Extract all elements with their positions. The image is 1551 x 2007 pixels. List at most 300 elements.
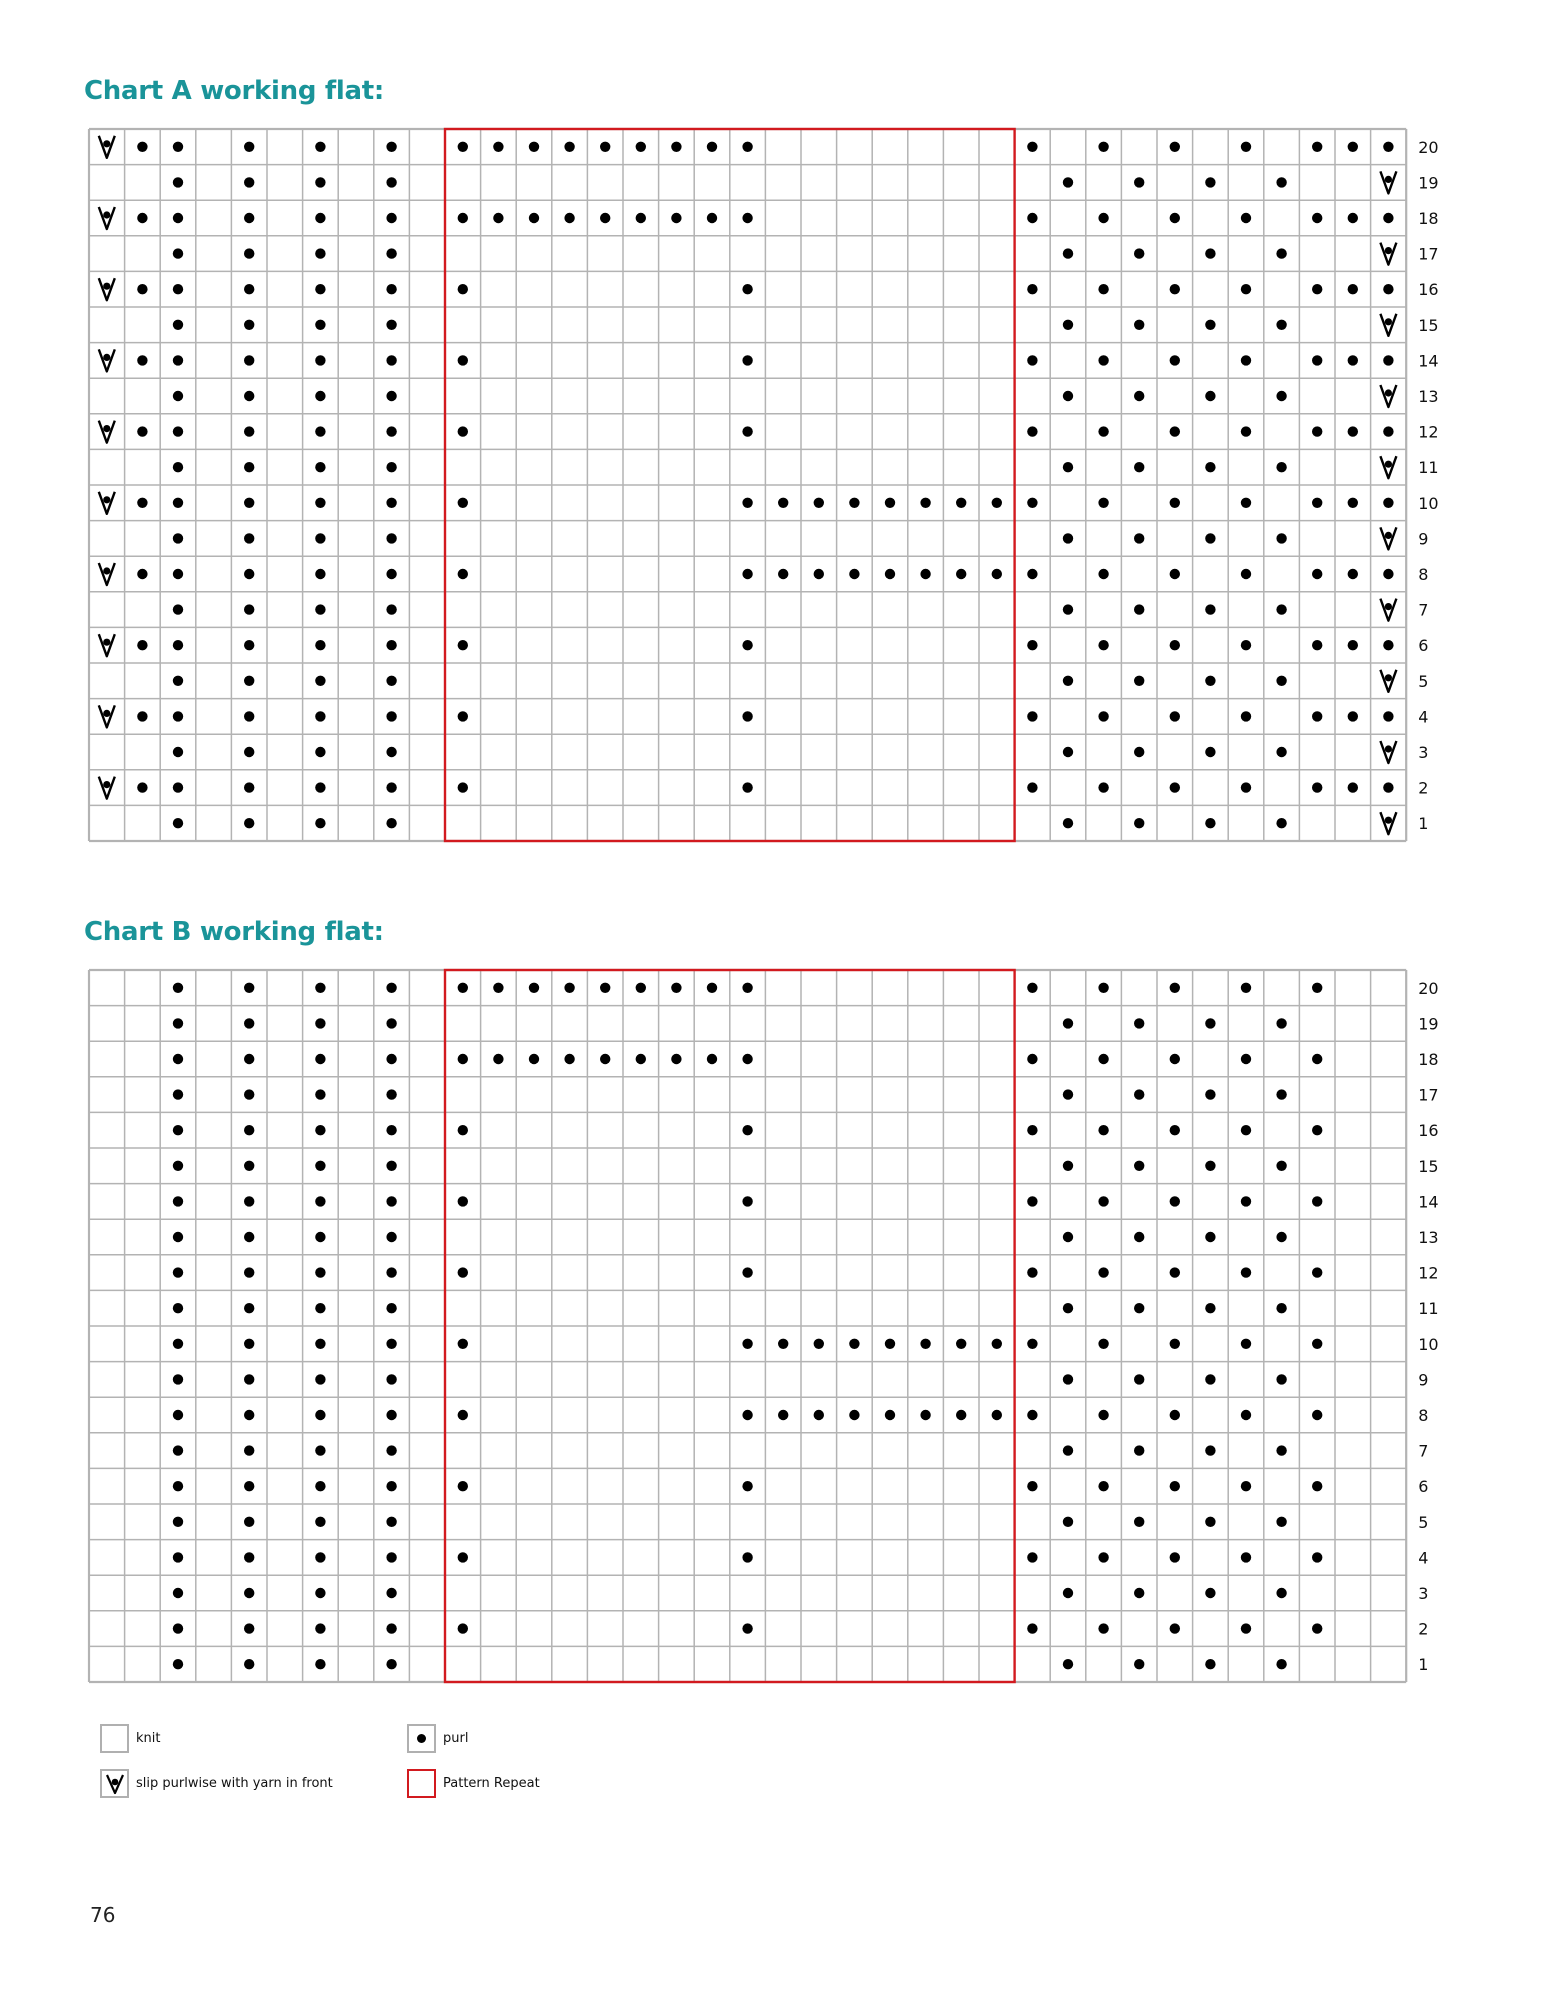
purl-stitch: [849, 1410, 859, 1420]
purl-stitch: [1098, 711, 1108, 721]
purl-stitch: [315, 1054, 325, 1064]
purl-stitch: [1098, 1410, 1108, 1420]
purl-stitch: [493, 142, 503, 152]
purl-stitch: [1170, 1481, 1180, 1491]
purl-stitch: [137, 782, 147, 792]
purl-stitch: [137, 426, 147, 436]
purl-stitch: [458, 1552, 468, 1562]
purl-stitch: [244, 1267, 254, 1277]
row-number: 2: [1418, 778, 1429, 798]
purl-stitch: [1241, 1339, 1251, 1349]
purl-stitch: [244, 391, 254, 401]
purl-stitch: [1134, 1018, 1144, 1028]
purl-stitch: [1170, 1196, 1180, 1206]
purl-stitch: [244, 1339, 254, 1349]
purl-stitch: [742, 1196, 752, 1206]
purl-stitch: [244, 782, 254, 792]
purl-stitch: [493, 213, 503, 223]
purl-stitch: [244, 1232, 254, 1242]
slip-stitch: [1380, 385, 1396, 407]
purl-stitch: [742, 569, 752, 579]
purl-stitch: [1027, 1552, 1037, 1562]
purl-stitch: [814, 1339, 824, 1349]
purl-stitch: [1383, 640, 1393, 650]
purl-stitch: [173, 1054, 183, 1064]
row-number: 9: [1418, 529, 1429, 549]
purl-stitch: [315, 782, 325, 792]
purl-stitch: [885, 1339, 895, 1349]
purl-stitch: [315, 426, 325, 436]
purl-stitch: [1205, 747, 1215, 757]
legend-knit-label: knit: [136, 1731, 161, 1746]
purl-stitch: [1312, 782, 1322, 792]
purl-stitch: [1276, 391, 1286, 401]
slip-stitch: [99, 563, 115, 585]
purl-stitch: [564, 1054, 574, 1064]
purl-stitch: [386, 498, 396, 508]
purl-stitch: [1276, 462, 1286, 472]
purl-stitch: [529, 213, 539, 223]
purl-stitch: [1098, 355, 1108, 365]
purl-stitch: [1312, 426, 1322, 436]
purl-stitch: [1205, 1588, 1215, 1598]
purl-stitch: [315, 818, 325, 828]
purl-stitch: [386, 213, 396, 223]
row-number: 19: [1418, 173, 1439, 193]
purl-stitch: [244, 1410, 254, 1420]
purl-stitch: [315, 1339, 325, 1349]
purl-stitch: [742, 355, 752, 365]
purl-stitch: [1027, 426, 1037, 436]
purl-stitch: [1276, 604, 1286, 614]
purl-stitch: [173, 1588, 183, 1598]
purl-stitch: [1205, 533, 1215, 543]
slip-stitch: [1380, 243, 1396, 265]
row-number: 20: [1418, 978, 1439, 998]
purl-stitch: [1063, 1445, 1073, 1455]
legend-repeat-label: Pattern Repeat: [443, 1776, 540, 1791]
purl-stitch: [173, 711, 183, 721]
purl-stitch: [1134, 1517, 1144, 1527]
row-number: 18: [1418, 209, 1439, 228]
purl-stitch: [1027, 1196, 1037, 1206]
purl-stitch: [244, 1089, 254, 1099]
legend-slip: [100, 1769, 333, 1798]
purl-stitch: [244, 640, 254, 650]
purl-stitch: [173, 426, 183, 436]
purl-stitch: [707, 213, 717, 223]
purl-stitch: [315, 1018, 325, 1028]
slip-symbol-icon: [100, 1769, 129, 1798]
purl-stitch: [1205, 1374, 1215, 1384]
purl-stitch: [173, 355, 183, 365]
row-number: 6: [1418, 1477, 1429, 1497]
purl-stitch: [1063, 1089, 1073, 1099]
purl-stitch: [1383, 284, 1393, 294]
purl-stitch: [1276, 1232, 1286, 1242]
purl-stitch: [1170, 711, 1180, 721]
purl-stitch: [1063, 1018, 1073, 1028]
purl-stitch: [1205, 1659, 1215, 1669]
purl-stitch: [1205, 1303, 1215, 1313]
purl-stitch: [1205, 676, 1215, 686]
purl-stitch: [315, 462, 325, 472]
purl-stitch: [1312, 711, 1322, 721]
purl-stitch: [1312, 355, 1322, 365]
row-number: 5: [1418, 671, 1429, 691]
slip-stitch: [1380, 314, 1396, 336]
purl-stitch: [1241, 983, 1251, 993]
purl-stitch: [1312, 1267, 1322, 1277]
purl-stitch: [315, 711, 325, 721]
purl-stitch: [1205, 462, 1215, 472]
purl-stitch: [1205, 391, 1215, 401]
purl-stitch: [1170, 983, 1180, 993]
slip-stitch: [1380, 171, 1396, 193]
purl-stitch: [458, 1054, 468, 1064]
purl-stitch: [1383, 355, 1393, 365]
purl-stitch: [315, 1659, 325, 1669]
purl-stitch: [386, 1445, 396, 1455]
purl-stitch: [636, 1054, 646, 1064]
purl-stitch: [173, 1445, 183, 1455]
purl-stitch: [315, 284, 325, 294]
purl-stitch: [1170, 1552, 1180, 1562]
purl-stitch: [458, 1125, 468, 1135]
purl-stitch: [1276, 1659, 1286, 1669]
slip-stitch: [99, 207, 115, 229]
purl-stitch: [315, 248, 325, 258]
purl-stitch: [244, 1018, 254, 1028]
row-number: 12: [1418, 422, 1439, 442]
purl-stitch: [1276, 1303, 1286, 1313]
purl-stitch: [1241, 426, 1251, 436]
purl-stitch: [458, 1481, 468, 1491]
purl-stitch: [173, 640, 183, 650]
purl-stitch: [386, 1517, 396, 1527]
purl-stitch: [173, 569, 183, 579]
purl-stitch: [386, 1552, 396, 1562]
purl-stitch: [386, 1125, 396, 1135]
purl-stitch: [244, 177, 254, 187]
purl-stitch: [1205, 1517, 1215, 1527]
purl-stitch: [1383, 142, 1393, 152]
purl-stitch: [315, 1125, 325, 1135]
purl-stitch: [315, 142, 325, 152]
purl-stitch: [992, 1410, 1002, 1420]
purl-stitch: [1241, 1125, 1251, 1135]
purl-stitch: [1134, 1161, 1144, 1171]
purl-stitch: [1312, 1623, 1322, 1633]
purl-stitch: [529, 142, 539, 152]
row-number: 19: [1418, 1014, 1439, 1034]
slip-stitch: [99, 777, 115, 799]
purl-stitch: [244, 818, 254, 828]
purl-stitch: [1134, 1659, 1144, 1669]
purl-stitch: [315, 1267, 325, 1277]
purl-stitch: [1348, 426, 1358, 436]
purl-stitch: [244, 569, 254, 579]
purl-stitch: [1205, 1445, 1215, 1455]
purl-stitch: [1241, 1196, 1251, 1206]
purl-stitch: [244, 533, 254, 543]
purl-stitch: [458, 782, 468, 792]
purl-stitch: [1098, 142, 1108, 152]
purl-stitch: [778, 569, 788, 579]
purl-stitch: [244, 1623, 254, 1633]
purl-stitch: [742, 1125, 752, 1135]
purl-stitch: [1170, 142, 1180, 152]
legend-purl-label: purl: [443, 1731, 469, 1746]
purl-stitch: [1063, 1374, 1073, 1384]
purl-stitch: [1205, 1232, 1215, 1242]
purl-stitch: [137, 711, 147, 721]
purl-stitch: [173, 747, 183, 757]
purl-stitch: [1134, 391, 1144, 401]
purl-stitch: [1027, 1481, 1037, 1491]
purl-stitch: [742, 640, 752, 650]
purl-stitch: [173, 1410, 183, 1420]
purl-stitch: [1312, 1552, 1322, 1562]
purl-stitch: [1063, 391, 1073, 401]
purl-stitch: [1170, 1339, 1180, 1349]
purl-stitch: [386, 782, 396, 792]
purl-stitch: [315, 391, 325, 401]
slip-stitch: [1380, 670, 1396, 692]
row-number: 11: [1418, 458, 1439, 478]
purl-stitch: [1205, 177, 1215, 187]
purl-stitch: [493, 1054, 503, 1064]
purl-stitch: [849, 498, 859, 508]
purl-stitch: [1098, 1125, 1108, 1135]
purl-stitch: [742, 711, 752, 721]
purl-stitch: [1063, 320, 1073, 330]
row-number: 20: [1418, 137, 1439, 157]
purl-stitch: [1134, 1232, 1144, 1242]
purl-stitch: [1276, 533, 1286, 543]
slip-stitch: [1380, 812, 1396, 834]
purl-stitch: [386, 1481, 396, 1491]
purl-stitch: [137, 569, 147, 579]
purl-stitch: [1241, 498, 1251, 508]
purl-stitch: [1348, 782, 1358, 792]
slip-stitch: [99, 278, 115, 300]
purl-stitch: [1276, 1374, 1286, 1384]
purl-stitch: [244, 1303, 254, 1313]
purl-stitch: [386, 177, 396, 187]
purl-stitch: [1098, 426, 1108, 436]
pattern-repeat-symbol-icon: [407, 1769, 436, 1798]
purl-stitch: [386, 1410, 396, 1420]
purl-stitch: [1170, 284, 1180, 294]
purl-stitch: [1383, 213, 1393, 223]
purl-stitch: [529, 983, 539, 993]
purl-stitch: [1027, 498, 1037, 508]
purl-stitch: [386, 355, 396, 365]
purl-stitch: [1312, 1410, 1322, 1420]
purl-stitch: [1134, 1374, 1144, 1384]
row-number: 12: [1418, 1263, 1439, 1283]
purl-stitch: [1098, 1623, 1108, 1633]
purl-stitch: [458, 711, 468, 721]
purl-stitch: [1383, 426, 1393, 436]
row-number: 11: [1418, 1299, 1439, 1319]
purl-stitch: [1098, 640, 1108, 650]
purl-stitch: [244, 604, 254, 614]
purl-stitch: [244, 1161, 254, 1171]
purl-stitch: [1063, 747, 1073, 757]
purl-stitch: [1348, 569, 1358, 579]
purl-stitch: [173, 1161, 183, 1171]
slip-stitch: [99, 421, 115, 443]
legend-purl: [407, 1724, 468, 1753]
row-number: 14: [1418, 1192, 1439, 1212]
purl-stitch: [1241, 1481, 1251, 1491]
purl-stitch: [1383, 711, 1393, 721]
purl-stitch: [1098, 1339, 1108, 1349]
slip-stitch: [1380, 599, 1396, 621]
purl-stitch: [244, 1659, 254, 1669]
purl-stitch: [315, 1517, 325, 1527]
purl-stitch: [244, 1125, 254, 1135]
purl-stitch: [173, 391, 183, 401]
row-number: 16: [1418, 1121, 1439, 1141]
row-number: 13: [1418, 387, 1439, 406]
purl-stitch: [458, 1410, 468, 1420]
row-number: 14: [1418, 351, 1439, 371]
purl-stitch: [600, 213, 610, 223]
purl-stitch: [1098, 782, 1108, 792]
purl-stitch: [1312, 498, 1322, 508]
slip-stitch: [1380, 527, 1396, 549]
purl-stitch: [1276, 818, 1286, 828]
purl-stitch: [386, 983, 396, 993]
purl-stitch: [1205, 1161, 1215, 1171]
purl-stitch: [1348, 640, 1358, 650]
purl-stitch: [1063, 533, 1073, 543]
purl-stitch: [137, 284, 147, 294]
purl-stitch: [1134, 1303, 1144, 1313]
purl-stitch: [1063, 676, 1073, 686]
purl-stitch: [386, 1196, 396, 1206]
purl-stitch: [1383, 498, 1393, 508]
row-number: 9: [1418, 1370, 1429, 1390]
legend-knit: [100, 1724, 160, 1753]
purl-stitch: [173, 1089, 183, 1099]
purl-stitch: [992, 569, 1002, 579]
purl-stitch: [1276, 1445, 1286, 1455]
purl-stitch: [244, 426, 254, 436]
purl-stitch: [386, 391, 396, 401]
purl-stitch: [1027, 711, 1037, 721]
purl-stitch: [1134, 747, 1144, 757]
purl-stitch: [1241, 640, 1251, 650]
purl-stitch: [244, 676, 254, 686]
purl-stitch: [1241, 711, 1251, 721]
purl-stitch: [1348, 213, 1358, 223]
purl-stitch: [1098, 1196, 1108, 1206]
purl-stitch: [1098, 284, 1108, 294]
purl-stitch: [173, 1125, 183, 1135]
purl-stitch: [173, 1339, 183, 1349]
row-number: 1: [1418, 814, 1429, 834]
purl-stitch: [315, 498, 325, 508]
purl-stitch: [1027, 983, 1037, 993]
purl-stitch: [1027, 213, 1037, 223]
purl-stitch: [1098, 569, 1108, 579]
purl-stitch: [315, 676, 325, 686]
purl-stitch: [315, 1588, 325, 1598]
purl-stitch: [956, 569, 966, 579]
purl-stitch: [315, 1445, 325, 1455]
purl-stitch: [992, 1339, 1002, 1349]
purl-stitch: [742, 284, 752, 294]
purl-stitch: [1134, 177, 1144, 187]
purl-stitch: [1027, 1410, 1037, 1420]
purl-stitch: [137, 640, 147, 650]
purl-stitch: [1134, 1588, 1144, 1598]
slip-stitch: [99, 705, 115, 727]
purl-symbol-icon: [407, 1724, 436, 1753]
purl-stitch: [1170, 1410, 1180, 1420]
purl-stitch: [386, 640, 396, 650]
purl-stitch: [458, 426, 468, 436]
purl-stitch: [1027, 640, 1037, 650]
purl-stitch: [244, 142, 254, 152]
purl-stitch: [1027, 1339, 1037, 1349]
purl-stitch: [315, 1232, 325, 1242]
purl-stitch: [315, 640, 325, 650]
purl-stitch: [1063, 1161, 1073, 1171]
purl-stitch: [1027, 1267, 1037, 1277]
purl-stitch: [1027, 355, 1037, 365]
purl-stitch: [742, 213, 752, 223]
purl-stitch: [173, 818, 183, 828]
purl-stitch: [173, 1552, 183, 1562]
purl-stitch: [1241, 1410, 1251, 1420]
purl-stitch: [386, 248, 396, 258]
purl-stitch: [1383, 782, 1393, 792]
purl-stitch: [1063, 1588, 1073, 1598]
purl-stitch: [1205, 1089, 1215, 1099]
purl-stitch: [386, 676, 396, 686]
page-number: 76: [90, 1903, 116, 1927]
purl-stitch: [493, 983, 503, 993]
purl-stitch: [920, 1339, 930, 1349]
purl-stitch: [386, 1232, 396, 1242]
purl-stitch: [315, 1196, 325, 1206]
row-number: 1: [1418, 1655, 1429, 1675]
purl-stitch: [1063, 1517, 1073, 1527]
purl-stitch: [1098, 983, 1108, 993]
purl-stitch: [386, 1339, 396, 1349]
purl-stitch: [742, 1267, 752, 1277]
purl-stitch: [742, 142, 752, 152]
purl-stitch: [386, 711, 396, 721]
purl-stitch: [636, 213, 646, 223]
purl-stitch: [992, 498, 1002, 508]
purl-stitch: [386, 1267, 396, 1277]
purl-stitch: [529, 1054, 539, 1064]
purl-stitch: [386, 604, 396, 614]
purl-stitch: [1098, 213, 1108, 223]
purl-stitch: [920, 569, 930, 579]
purl-stitch: [137, 213, 147, 223]
purl-stitch: [778, 1410, 788, 1420]
purl-stitch: [1063, 177, 1073, 187]
purl-stitch: [671, 983, 681, 993]
row-number: 3: [1418, 743, 1429, 762]
